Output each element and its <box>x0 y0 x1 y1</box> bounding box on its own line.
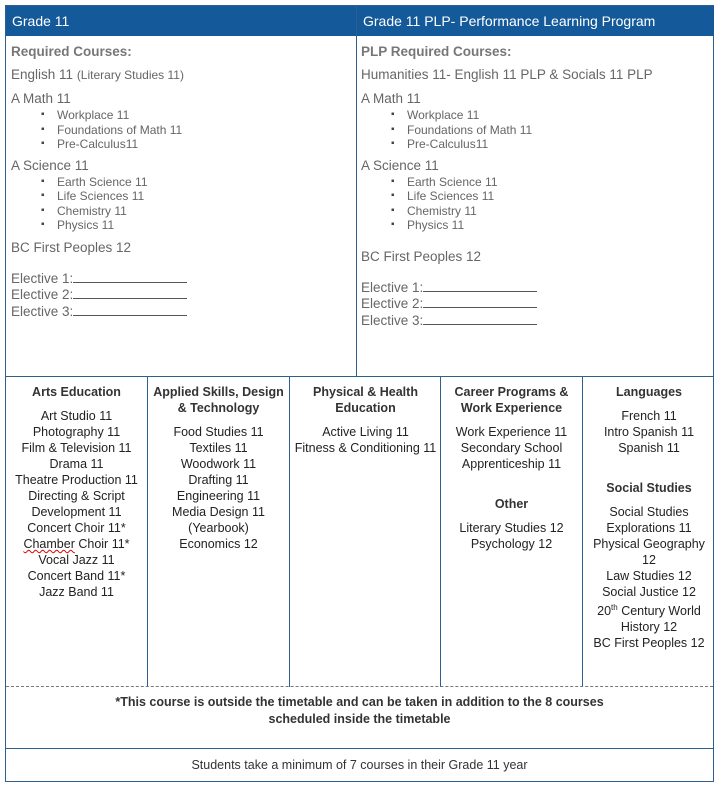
list-item: ▪ Physics 11 <box>391 218 711 233</box>
list-item: ▪ Workplace 11 <box>41 108 351 123</box>
timetable-note: *This course is outside the timetable and can be taken in addition to the 8 courses scheduled inside the timetable <box>115 695 604 726</box>
math-title: A Math 11 <box>361 91 421 106</box>
science-title: A Science 11 <box>11 157 89 173</box>
elective-line: Elective 1: <box>11 271 351 288</box>
course-item: Spanish 11 <box>618 441 680 455</box>
course-item: Social Studies Explorations 11 <box>606 505 692 535</box>
column-title: Career Programs & Work Experience <box>454 385 569 415</box>
english-requirement <box>11 67 351 82</box>
arts-education-column <box>8 384 145 600</box>
other-title: Other <box>494 497 529 511</box>
plp-header: Grade 11 PLP- Performance Learning Program <box>357 6 714 36</box>
course-item: Psychology 12 <box>470 537 553 551</box>
required-courses-heading: Required Courses: <box>11 44 132 59</box>
elective-line: Elective 1: <box>361 280 711 297</box>
math-list <box>11 108 351 152</box>
col-divider <box>289 377 290 687</box>
science-list <box>361 175 711 233</box>
electives <box>361 280 711 330</box>
science-list <box>11 175 351 233</box>
course-item: Drafting 11 <box>188 473 249 487</box>
electives <box>11 271 351 321</box>
column-title: Physical & Health Education <box>313 385 418 415</box>
list-item: ▪ Life Sciences 11 <box>41 189 351 204</box>
col-divider <box>440 377 441 687</box>
footer-divider <box>6 748 713 749</box>
course-item: Food Studies 11 <box>173 425 264 439</box>
section-divider <box>6 376 713 377</box>
course-item: French 11 <box>621 409 677 423</box>
top-divider <box>356 6 357 377</box>
course-item: Intro Spanish 11 <box>603 425 695 439</box>
course-item: Vocal Jazz 11 <box>38 553 115 567</box>
col-divider <box>582 377 583 687</box>
course-item: Secondary School Apprenticeship 11 <box>460 441 563 471</box>
course-item: Engineering 11 <box>176 489 261 503</box>
course-item: Fitness & Conditioning 11 <box>294 441 437 455</box>
course-item: Concert Choir 11* <box>27 521 126 535</box>
col-divider <box>147 377 148 687</box>
list-item: ▪ Pre-Calculus11 <box>41 137 351 152</box>
languages-column <box>585 384 713 651</box>
elective-line: Elective 3: <box>11 304 351 321</box>
course-item: Physical Geography 12 <box>593 537 705 567</box>
list-item: ▪ Earth Science 11 <box>391 175 711 190</box>
course-item: 20th Century World History 12 <box>597 603 701 635</box>
elective-line: Elective 2: <box>11 287 351 304</box>
first-peoples: BC First Peoples 12 <box>361 248 482 264</box>
science-title: A Science 11 <box>361 157 439 173</box>
note-divider <box>6 686 713 687</box>
math-list <box>361 108 711 152</box>
list-item: ▪ Chemistry 11 <box>391 204 711 219</box>
career-programs-column <box>443 384 580 552</box>
english-main: English 11 <box>11 67 74 82</box>
course-item: Active Living 11 <box>322 425 409 439</box>
list-item: ▪ Foundations of Math 11 <box>41 123 351 138</box>
course-item: Economics 12 <box>179 537 258 551</box>
humanities-requirement: Humanities 11- English 11 PLP & Socials 11 PLP <box>361 67 653 82</box>
list-item: ▪ Foundations of Math 11 <box>391 123 711 138</box>
course-planning-table <box>5 5 714 782</box>
course-item: Social Justice 12 <box>602 585 696 599</box>
list-item: ▪ Physics 11 <box>41 218 351 233</box>
list-item: ▪ Chemistry 11 <box>41 204 351 219</box>
course-item: Law Studies 12 <box>606 569 692 583</box>
math-title: A Math 11 <box>11 91 71 106</box>
physical-health-column <box>293 384 438 456</box>
list-item: ▪ Pre-Calculus11 <box>391 137 711 152</box>
list-item: ▪ Workplace 11 <box>391 108 711 123</box>
course-item: Drama 11 <box>49 457 104 471</box>
course-item: Film & Television 11 <box>21 441 132 455</box>
footer-text: Students take a minimum of 7 courses in their Grade 11 year <box>191 758 528 772</box>
course-item: Theatre Production 11 <box>15 473 138 487</box>
course-item: Woodwork 11 <box>180 457 257 471</box>
column-title: Applied Skills, Design & Technology <box>153 385 284 415</box>
course-item: Chamber Choir 11* <box>23 537 130 551</box>
course-item: Directing & Script Development 11 <box>28 489 125 519</box>
course-item: Concert Band 11* <box>27 569 126 583</box>
required-courses-panel <box>11 44 351 320</box>
course-item: Textiles 11 <box>189 441 248 455</box>
applied-skills-column <box>150 384 287 552</box>
english-note: (Literary Studies 11) <box>76 68 184 82</box>
elective-line: Elective 2: <box>361 296 711 313</box>
plp-required-heading: PLP Required Courses: <box>361 44 512 59</box>
list-item: ▪ Life Sciences 11 <box>391 189 711 204</box>
column-title: Arts Education <box>32 385 121 399</box>
list-item: ▪ Earth Science 11 <box>41 175 351 190</box>
column-title: Languages <box>616 385 682 399</box>
plp-courses-panel <box>361 44 711 329</box>
course-item: Work Experience 11 <box>455 425 568 439</box>
grade-11-header: Grade 11 <box>6 6 356 36</box>
course-item: Media Design 11 (Yearbook) <box>172 505 265 535</box>
course-item: Art Studio 11 <box>40 409 113 423</box>
social-studies-title: Social Studies <box>606 481 692 495</box>
course-item: Literary Studies 12 <box>459 521 564 535</box>
course-item: BC First Peoples 12 <box>593 636 705 651</box>
elective-line: Elective 3: <box>361 313 711 330</box>
course-item: Photography 11 <box>32 425 121 439</box>
first-peoples: BC First Peoples 12 <box>11 239 132 255</box>
course-item: Jazz Band 11 <box>39 585 114 599</box>
